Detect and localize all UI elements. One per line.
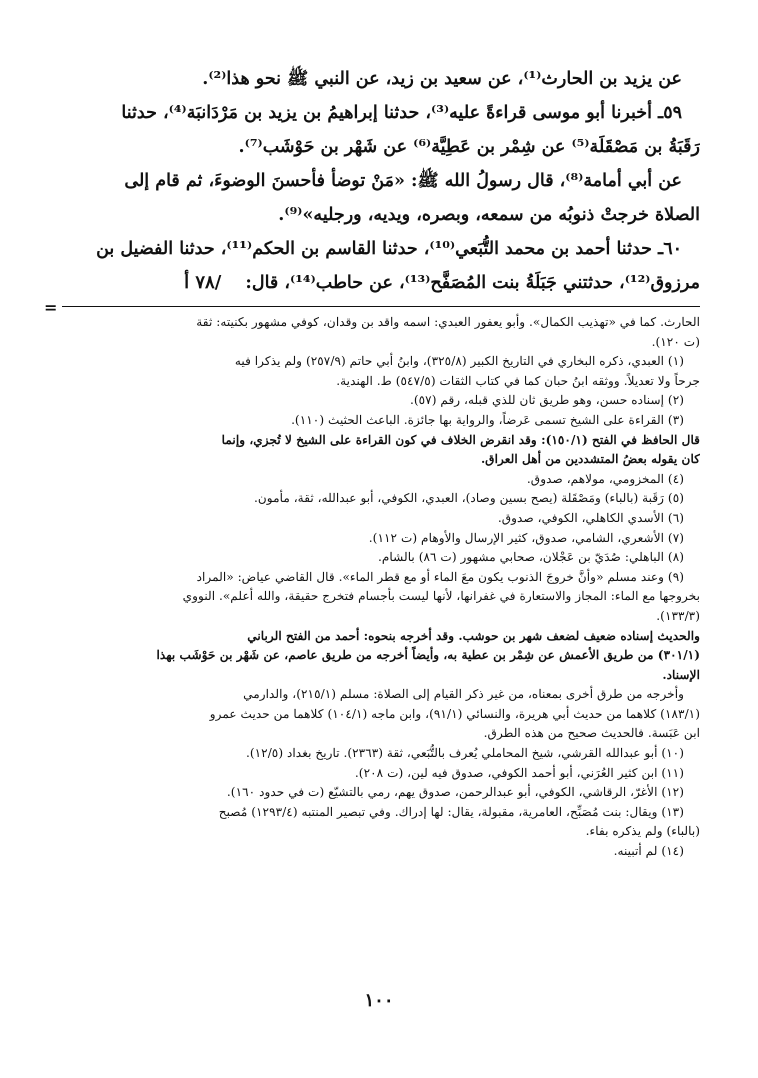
footnote-line: جرحاً ولا تعديلاً. ووثقه ابنُ حبان كما في كتاب الثقات (٥٤٧/٥) ط. الهندية. <box>336 373 700 388</box>
main-line: ٥٩ـ أخبرنا أبو موسى قراءةً عليه⁽³⁾، حدثنا إبراهيمُ بن يزيد بن مَرْدَانبَة⁽⁴⁾، حدثنا <box>121 103 682 123</box>
footnote-line: (٨) الباهلي: صُدَيّ بن عَجْلان، صحابي مشهور (ت ٨٦) بالشام. <box>378 550 684 565</box>
main-line <box>62 266 700 300</box>
footnote-line: قال الحافظ في الفتح (١٥٠/١): وقد انقرض الخلاف في كون القراءة على الشيخ لا تُجزي، وإنما <box>221 432 700 447</box>
footnote-line: (ت ١٢٠). <box>651 334 700 349</box>
footnote-line: (٩) وعند مسلم «وأنَّ خروجَ الذنوب يكون معَ الماء أو مع قطر الماء». قال القاضي عياض: «المراد <box>196 569 684 584</box>
footnote-line: (٥) رَقَبة (بالباء) ومَصْقَلة (يصح بسين وصاد)، العبدي، الكوفي، أبو عبدالله، ثقة، مأمون. <box>253 491 684 506</box>
footnote-line: (٦) الأسدي الكاهلي، الكوفي، صدوق. <box>497 510 684 525</box>
footnote-line: الإسناد. <box>662 667 700 682</box>
footnote-line: (١٠) أبو عبدالله القرشي، شيخ المحاملي يُعرف بالتُّبَعي، ثقة (٢٣٦٣). تاريخ بغداد (١٢/٥). <box>245 746 684 761</box>
footnote-line: كان يقوله بعضُ المتشددين من أهل العراق. <box>480 452 700 467</box>
footnote-separator <box>44 298 700 317</box>
footnote-line: بخروجها مع الماء: المجاز والاستعارة في غفرانها، لأنها ليست بأجسام فتخرج حقيقة، والله أعلم». النووي <box>182 589 700 604</box>
footnote-line: (٢) إسناده حسن، وهو طريق ثان للذي قبله، رقم (٥٧). <box>410 393 684 408</box>
footnote-line: (١٤) لم أتبينه. <box>613 844 684 859</box>
footnote-line: (١٢) الأغرّ، الرقاشي، الكوفي، أبو عبدالرحمن، صدوق يهم، رمي بالتشيّع (ت في حدود ١٦٠). <box>226 785 684 800</box>
main-text-block <box>62 62 700 300</box>
folio-marker: /٧٨ أ <box>184 272 222 293</box>
main-line-text: مرزوق⁽¹²⁾، حدثتني جَبَلَةُ بنت المُصَفَّح⁽¹³⁾، عن حاطب⁽¹⁴⁾، قال: <box>245 273 700 293</box>
footnote-line: (٧) الأشعري، الشامي، صدوق، كثير الإرسال والأوهام (ت ١١٢). <box>368 530 684 545</box>
footnotes-block <box>62 313 700 862</box>
footnote-line: وأخرجه من طرق أخرى بمعناه، من غير ذكر القيام إلى الصلاة: مسلم (٢١٥/١)، والدارمي <box>243 687 684 702</box>
footnote-line: (١٣) ويقال: بنت مُصَبِّح، العامرية، مقبولة، يقال: لها إدراك. وفي تبصير المنتبه (١٢٩٣/٤) مُصبح <box>218 804 684 819</box>
main-line: عن يزيد بن الحارث⁽¹⁾، عن سعيد بن زيد، عن النبي ﷺ نحو هذا⁽²⁾. <box>202 69 682 89</box>
footnote-line: (١٨٣/١) كلاهما من حديث أبي هريرة، والنسائي (٩١/١)، وابن ماجه (١٠٤/١) كلاهما من حديث عمرو <box>209 706 700 721</box>
main-line: عن أبي أمامة⁽⁸⁾، قال رسولُ الله ﷺ: «مَنْ توضأ فأحسنَ الوضوءَ، ثم قام إلى <box>124 171 682 191</box>
footnote-line: الحارث. كما في «تهذيب الكمال». وأبو يعفور العبدي: اسمه واقد بن وقدان، كوفي مشهور بكنيته: ثقة <box>196 315 700 329</box>
footnote-line: والحديث إسناده ضعيف لضعف شهر بن حوشب. وقد أخرجه بنحوه: أحمد من الفتح الرباني <box>247 628 700 643</box>
footnote-line: (١) العبدي، ذكره البخاري في التاريخ الكبير (٣٢٥/٨)، وابنُ أبي حاتم (٢٥٧/٩) ولم يذكرا فيه <box>234 354 684 369</box>
footnote-line: (٣٠١/١) من طريق الأعمش عن شِمْر بن عطية به، وأيضاً أخرجه من طريق عاصم، عن شَهْر بن حَوْشَب بهذا <box>156 648 700 663</box>
main-line: رَقَبَةُ بن مَصْقَلَة⁽⁵⁾ عن شِمْر بن عَطِيَّة⁽⁶⁾ عن شَهْر بن حَوْشَب⁽⁷⁾. <box>238 137 700 157</box>
footnote-line: (٤) المخزومي، مولاهم، صدوق. <box>526 471 684 486</box>
footnote-line: ابن عَبَسة. فالحديث صحيح من هذه الطرق. <box>483 726 700 741</box>
continuation-mark: = <box>44 298 58 317</box>
footnote-line: (بالباء) ولم يذكره بفاء. <box>585 824 700 839</box>
footnote-line: (٣) القراءة على الشيخ تسمى عَرضاً، والرواية بها جائزة. الباعث الحثيث (١١٠). <box>291 412 684 427</box>
main-line: الصلاة خرجتْ ذنوبُه من سمعه، وبصره، ويديه، ورجليه»⁽⁹⁾. <box>278 205 700 225</box>
page-number: ١٠٠ <box>364 990 394 1011</box>
footnote-line: (١١) ابن كثير العُرَني، أبو أحمد الكوفي، صدوق فيه لين، (ت ٢٠٨). <box>354 765 684 780</box>
main-line: ٦٠ـ حدثنا أحمد بن محمد التُّبَعي⁽¹⁰⁾، حدثنا القاسم بن الحكم⁽¹¹⁾، حدثنا الفضيل بن <box>96 239 682 259</box>
footnote-line: (١٣٣/٣). <box>656 608 700 623</box>
